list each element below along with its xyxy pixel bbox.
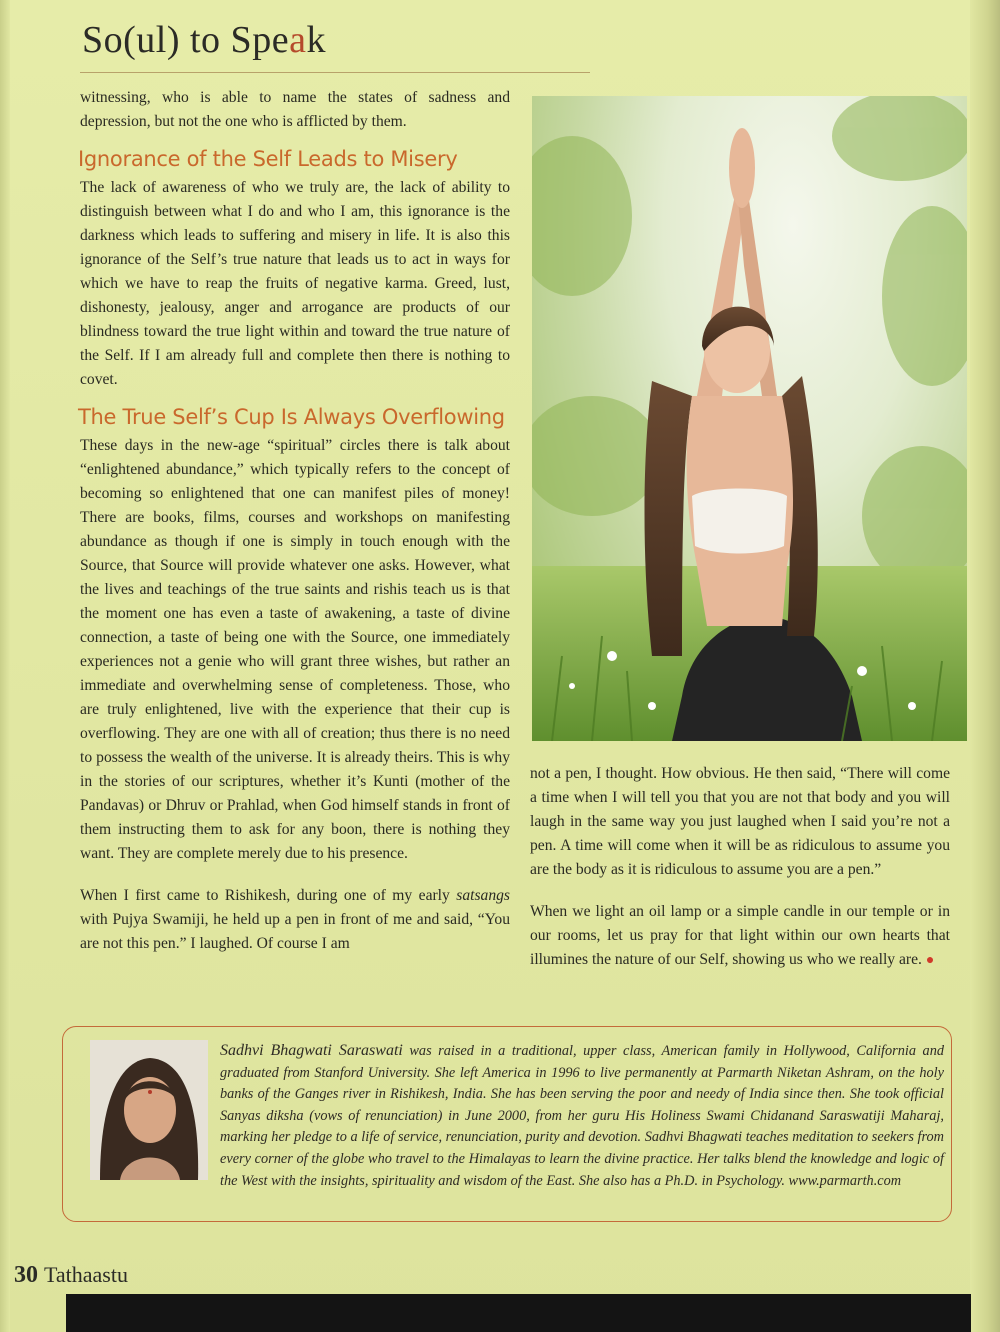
satsangs-term: satsangs (456, 887, 510, 904)
paragraph-rishikesh: When I first came to Rishikesh, during one of my early satsangs with Pujya Swamiji, he held up a pen in front of me and said, “You are not this pen.” I laughed. Of course I am (80, 887, 510, 952)
paragraph-abundance: These days in the new-age “spiritual” circles there is talk about “enlightened abundance,” which typically refers to the concept of becoming so enlightened that one can manifest piles of money! There are books, films, courses and workshops on manifesting abundance as though if one is simply in touch enough with the Source, that Source will provide whatever one asks. However, what the lives and teachings of the true saints and rishis teach us is that the moment one has even a taste of awakening, a taste of divine connection, a taste of being one with the Source, one immediately experiences not a genie who will grant three wishes, but rather an immediate and overwhelming sense of completeness. Those, who are truly enlightened, live with the experience that their cup is overflowing. They are one with all of creation; thus there is no need to possess the wealth of the universe. It is already theirs. This is why in the stories of our scriptures, whether it’s Kunti (mother of the Pandavas) or Dhruv or Prahlad, when God himself stands in front of them instructing them to ask for any boon, there is nothing they want. They are complete merely due to his presence. (80, 437, 510, 862)
intro-paragraph: witnessing, who is able to name the states of sadness and depression, but not the one who is afflicted by them. (80, 89, 510, 130)
yoga-woman-photo (532, 96, 967, 741)
page-footer (14, 1262, 128, 1289)
page-number: 30 (14, 1262, 38, 1288)
author-bio-body: was raised in a traditional, upper class, American family in Hollywood, California and graduated from Stanford University. She left America in 1996 to live permanently at Parmarth Niketan Ashram, on the holy banks of the Ganges river in Rishikesh, India. She has been serving the poor and needy of India since then. She took official Sanyas diksha (vows of renunciation) in June 2000, from her guru His Holiness Swami Chidanand Saraswatiji Maharaj, marking her pledge to a life of service, renunciation, purity and devotion. Sadhvi Bhagwati teaches meditation to seekers from every corner of the globe who travel to the Himalayas to learn the divine practice. Her talks blend the knowledge and logic of the West with the insights, spirituality and wisdom of the East. She also has a Ph.D. in Psychology. www.parmarth.com (220, 1043, 944, 1189)
section-title-part1: So(ul) to Spe (82, 19, 290, 61)
author-name: Sadhvi Bhagwati Saraswati (220, 1042, 403, 1059)
article-left-column (80, 86, 510, 956)
article-right-column (530, 762, 950, 973)
article-end-mark: ● (925, 953, 935, 968)
paragraph-ignorance: The lack of awareness of who we truly are, the lack of ability to distinguish between what I do and who I am, this ignorance is the darkness which leads to suffering and misery in life. It is also this ignorance of the Self’s true nature that leads us to act in ways for which we have to reap the fruits of negative karma. Greed, lust, dishonesty, jealousy, anger and arrogance are products of our blindness toward the true light within and toward the true nature of the Self. If I am already full and complete then there is nothing to covet. (80, 179, 510, 388)
section-title-accent: a (289, 19, 307, 61)
title-rule (80, 72, 590, 73)
subheading-ignorance: Ignorance of the Self Leads to Misery (78, 147, 458, 171)
page-gutter-left (0, 0, 10, 1332)
magazine-name: Tathaastu (44, 1262, 128, 1287)
paragraph-pen-continued: not a pen, I thought. How obvious. He then said, “There will come a time when I will tell you that you are not that body and you will laugh in the same way you just laughed when I said you’re not a pen. A time will come when it will be as ridiculous to assume you are the body as it is ridiculous to assume you are a pen.” (530, 765, 950, 878)
section-title-part2: k (306, 19, 326, 61)
footer-bar (66, 1294, 971, 1332)
subheading-true-self: The True Self’s Cup Is Always Overflowing (78, 405, 505, 429)
paragraph-lamp: When we light an oil lamp or a simple candle in our temple or in our rooms, let us pray for that light within our own hearts that illumines the nature of our Self, showing us who we really are. ● (530, 903, 950, 968)
page-gutter-right (970, 0, 1000, 1332)
section-title (82, 18, 326, 62)
yoga-illustration (532, 96, 967, 741)
author-bio-text (84, 1040, 944, 1192)
